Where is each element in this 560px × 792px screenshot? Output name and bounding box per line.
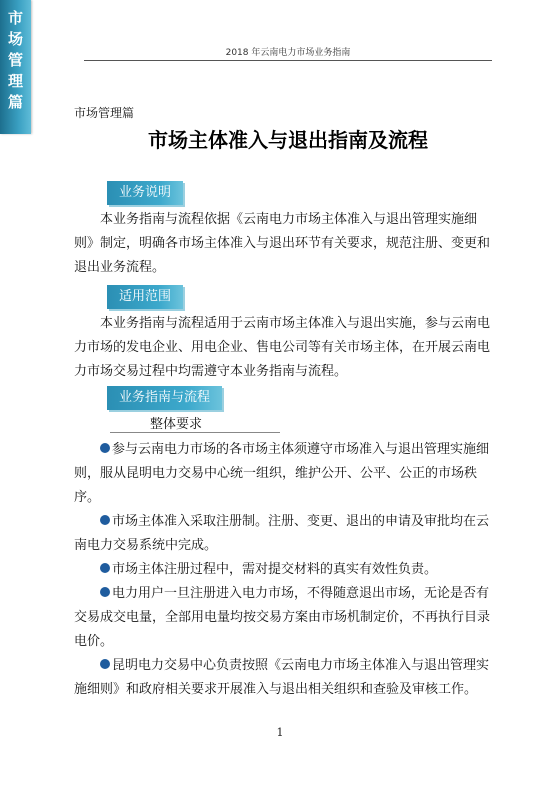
bullet-dot-icon xyxy=(100,563,110,573)
heading-scope: 适用范围 xyxy=(107,285,183,309)
bullet-dot-icon xyxy=(100,515,110,525)
subheading-rule xyxy=(110,432,280,433)
running-header: 2018 年云南电力市场业务指南 xyxy=(225,48,351,58)
paragraph-business: 本业务指南与流程依据《云南电力市场主体准入与退出管理实施细则》制定，明确各市场主体准入与退出环节有关要求，规范注册、变更和退出业务流程。 xyxy=(74,212,491,275)
heading-guide: 业务指南与流程 xyxy=(107,386,222,410)
bullet-text: 电力用户一旦注册进入电力市场，不得随意退出市场，无论是否有交易成交电量，全部用电量均按交易方案由市场机制定价，不再执行目录电价。 xyxy=(74,586,491,649)
page-number: 1 xyxy=(276,726,284,739)
bullet-dot-icon xyxy=(100,587,110,597)
bullet-item xyxy=(74,438,498,510)
bullet-text: 参与云南电力市场的各市场主体须遵守市场准入与退出管理实施细则，服从昆明电力交易中心统一组织，维护公开、公平、公正的市场秩序。 xyxy=(74,442,490,505)
section-label: 市场管理篇 xyxy=(74,106,135,120)
bullet-dot-icon xyxy=(100,443,110,453)
bullet-text: 昆明电力交易中心负责按照《云南电力市场主体准入与退出管理实施细则》和政府相关要求开展准入与退出相关组织和查验及审核工作。 xyxy=(74,658,490,697)
bullet-item xyxy=(74,582,498,654)
bullet-text: 市场主体准入采取注册制。注册、变更、退出的申请及审批均在云南电力交易系统中完成。 xyxy=(74,514,490,553)
bullet-item xyxy=(74,558,498,582)
page-title: 市场主体准入与退出指南及流程 xyxy=(148,128,428,152)
bullet-item xyxy=(74,510,498,558)
paragraph-scope: 本业务指南与流程适用于云南市场主体准入与退出实施，参与云南电力市场的发电企业、用电企业、售电公司等有关市场主体，在开展云南电力市场交易过程中均需遵守本业务指南与流程。 xyxy=(74,316,491,379)
bullet-text: 市场主体注册过程中，需对提交材料的真实有效性负责。 xyxy=(112,562,438,577)
bullet-dot-icon xyxy=(100,659,110,669)
heading-business: 业务说明 xyxy=(107,181,183,205)
subheading-overall: 整体要求 xyxy=(150,417,203,432)
bullet-item xyxy=(74,654,498,702)
side-section-tab xyxy=(0,0,31,134)
side-tab-label: 市场管理篇 xyxy=(6,10,24,115)
header-rule xyxy=(84,60,492,61)
